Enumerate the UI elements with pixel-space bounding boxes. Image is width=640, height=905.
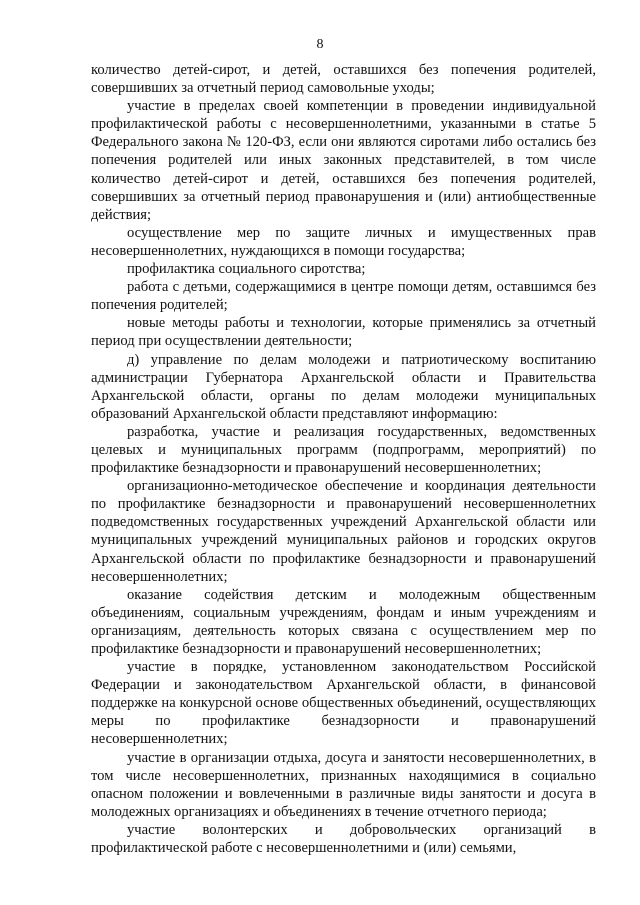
document-body bbox=[91, 61, 596, 857]
paragraph: участие в организации отдыха, досуга и занятости несовершеннолетних, в том числе несовершеннолетних, признанных находящимися в социально опасном положении и вовлеченными в различные виды занятости и досуга в молодежных организациях и объединениях в течение отчетного периода; bbox=[91, 749, 596, 820]
paragraph: осуществление мер по защите личных и имущественных прав несовершеннолетних, нуждающихся в помощи государства; bbox=[91, 224, 596, 259]
paragraph: профилактика социального сиротства; bbox=[127, 261, 366, 278]
paragraph: организационно-методическое обеспечение и координация деятельности по профилактике безнадзорности и правонарушений несовершеннолетних подведомственных государственных учреждений Архангельской области или муниципальных учреждений муниципальных районов и городских округов Архангельской области по профилактике безнадзорности и правонарушений несовершеннолетних; bbox=[91, 478, 596, 585]
paragraph: разработка, участие и реализация государственных, ведомственных целевых и муниципальных программ (подпрограмм, мероприятий) по профилактике безнадзорности и правонарушений несовершеннолетних; bbox=[91, 423, 596, 477]
paragraph: участие в пределах своей компетенции в проведении индивидуальной профилактической работы с несовершеннолетними, указанными в статье 5 Федерального закона № 120-ФЗ, если они являются сиротами либо остались без попечения родителей или иных законных представителей, в том числе количество детей-сирот и детей, оставшихся без попечения родителей, совершивших за отчетный период правонарушения и (или) антиобщественные действия; bbox=[91, 98, 596, 223]
paragraph-continuation: количество детей-сирот, и детей, оставшихся без попечения родителей, совершивших за отчетный период самовольные уходы; bbox=[91, 62, 596, 97]
paragraph: оказание содействия детским и молодежным общественным объединениям, социальным учреждениям, фондам и иным учреждениям и организациям, деятельность которых связана с осуществлением мер по профилактике безнадзорности и правонарушений несовершеннолетних; bbox=[91, 586, 596, 657]
paragraph: новые методы работы и технологии, которые применялись за отчетный период при осуществлении деятельности; bbox=[91, 315, 596, 350]
paragraph: работа с детьми, содержащимися в центре помощи детям, оставшимся без попечения родителей; bbox=[91, 279, 596, 314]
paragraph: участие волонтерских и добровольческих организаций в профилактической работе с несовершеннолетними и (или) семьями, bbox=[91, 821, 596, 857]
page-number: 8 bbox=[316, 37, 324, 52]
paragraph: участие в порядке, установленном законодательством Российской Федерации и законодательством Архангельской области, в финансовой поддержке на конкурсной основе общественных объединений, осуществляющих меры по профилактике безнадзорности и правонарушений несовершеннолетних; bbox=[91, 659, 596, 748]
paragraph: д) управление по делам молодежи и патриотическому воспитанию администрации Губернатора Архангельской области и Правительства Архангельской области, органы по делам молодежи муниципальных образований Архангельской области представляют информацию: bbox=[91, 351, 596, 422]
